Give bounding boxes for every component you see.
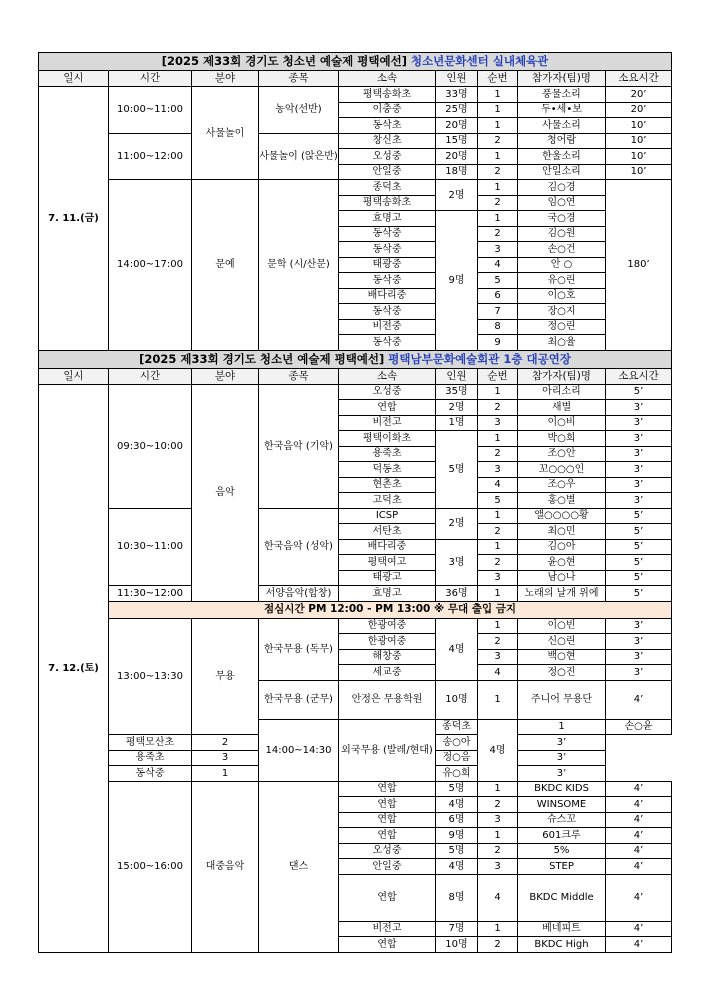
count-cell: 6명 <box>436 812 478 828</box>
time-cell: 14:00~14:30 <box>259 719 339 781</box>
category-cell: 대중음악 <box>192 781 259 952</box>
count-cell: 8명 <box>436 874 478 921</box>
school-cell: 배다리중 <box>339 539 436 555</box>
school-cell: 평택송화초 <box>339 87 436 103</box>
order-cell: 3 <box>192 750 259 766</box>
duration-cell: 3’ <box>606 493 672 509</box>
school-cell: 용죽초 <box>109 750 192 766</box>
order-cell: 1 <box>478 384 518 400</box>
section-heading: [2025 제33회 경기도 청소년 예술제 평택예선] <box>139 351 389 366</box>
order-cell: 2 <box>478 164 518 180</box>
duration-cell: 5’ <box>606 508 672 524</box>
name-cell: 601크루 <box>518 828 606 844</box>
count-cell: 1명 <box>436 415 478 431</box>
school-cell: 평택여고 <box>339 555 436 571</box>
name-cell: BKDC High <box>518 937 606 953</box>
order-cell: 3 <box>478 462 518 478</box>
school-cell: 동삭중 <box>339 335 436 351</box>
count-cell: 2명 <box>436 400 478 416</box>
name-cell: 안일소리 <box>518 164 606 180</box>
order-cell: 1 <box>478 431 518 447</box>
name-cell: 한울소리 <box>518 149 606 165</box>
duration-cell: 3’ <box>606 462 672 478</box>
order-cell: 5 <box>478 493 518 509</box>
order-cell: 1 <box>518 719 606 735</box>
duration-cell: 20’ <box>606 87 672 103</box>
order-cell: 3 <box>478 649 518 665</box>
school-cell: 연합 <box>339 400 436 416</box>
event-cell: 외국무용 (발레/현대) <box>339 719 436 781</box>
name-cell: STEP <box>518 859 606 875</box>
time-cell: 14:00~17:00 <box>109 180 192 351</box>
name-cell: 국○경 <box>518 211 606 227</box>
table-row <box>39 781 672 797</box>
event-cell: 서양음악(합창) <box>259 586 339 602</box>
order-cell: 3 <box>478 812 518 828</box>
school-cell: 비전고 <box>339 415 436 431</box>
school-cell: 한광여중 <box>339 618 436 634</box>
order-cell: 3 <box>478 859 518 875</box>
name-cell: 임○연 <box>518 195 606 211</box>
order-cell: 2 <box>192 735 259 751</box>
duration-cell: 5’ <box>606 555 672 571</box>
name-cell: 이○호 <box>518 288 606 304</box>
name-cell: 청어람 <box>518 133 606 149</box>
duration-cell: 3’ <box>518 735 606 751</box>
column-header: 종목 <box>259 368 339 384</box>
category-cell: 사물놀이 <box>192 87 259 180</box>
name-cell: 정○음 <box>436 750 478 766</box>
name-cell: 노래의 날개 위에 <box>518 586 606 602</box>
order-cell: 1 <box>478 149 518 165</box>
time-cell: 11:30~12:00 <box>109 586 192 602</box>
school-cell: 동삭중 <box>339 304 436 320</box>
duration-cell: 4’ <box>606 843 672 859</box>
event-cell: 한국무용 (군무) <box>259 680 339 719</box>
name-cell: 안 ○ <box>518 257 606 273</box>
table-row <box>39 384 672 400</box>
name-cell: 박○희 <box>518 431 606 447</box>
duration-cell: 5’ <box>606 539 672 555</box>
category-cell: 무용 <box>192 618 259 735</box>
order-cell: 2 <box>478 446 518 462</box>
column-header: 일시 <box>39 71 109 87</box>
order-cell: 9 <box>478 335 518 351</box>
name-cell: 손○윤 <box>606 719 672 735</box>
name-cell: 김○원 <box>518 226 606 242</box>
count-cell: 5명 <box>436 781 478 797</box>
school-cell: 효명고 <box>339 586 436 602</box>
order-cell: 2 <box>478 555 518 571</box>
count-cell: 9명 <box>436 828 478 844</box>
table-row <box>39 71 672 87</box>
order-cell: 1 <box>478 680 518 719</box>
column-header: 소요시간 <box>606 368 672 384</box>
time-cell: 15:00~16:00 <box>109 781 192 952</box>
duration-cell: 3’ <box>606 477 672 493</box>
name-cell: 주니어 무용단 <box>518 680 606 719</box>
duration-cell: 4’ <box>606 828 672 844</box>
name-cell: 손○건 <box>518 242 606 258</box>
order-cell: 2 <box>478 133 518 149</box>
count-cell: 5명 <box>436 431 478 509</box>
order-cell: 3 <box>478 415 518 431</box>
name-cell: 최○민 <box>518 524 606 540</box>
name-cell: 슈스꼬 <box>518 812 606 828</box>
table-row <box>39 508 672 524</box>
school-cell: 평택이화초 <box>339 431 436 447</box>
event-cell: 사물놀이 (앉은반) <box>259 133 339 180</box>
order-cell: 4 <box>478 665 518 681</box>
name-cell: 이○빈 <box>518 618 606 634</box>
count-cell: 10명 <box>436 937 478 953</box>
column-header: 인원 <box>436 71 478 87</box>
school-cell: 서탄초 <box>339 524 436 540</box>
count-cell: 4명 <box>436 618 478 680</box>
duration-cell: 3’ <box>518 766 606 782</box>
table-row <box>39 368 672 384</box>
school-cell: 고덕초 <box>339 493 436 509</box>
school-cell: 안일중 <box>339 859 436 875</box>
count-cell: 35명 <box>436 384 478 400</box>
count-cell: 4명 <box>436 797 478 813</box>
order-cell: 2 <box>478 524 518 540</box>
order-cell: 1 <box>478 118 518 134</box>
school-cell: 효명고 <box>339 211 436 227</box>
duration-cell: 3’ <box>606 634 672 650</box>
order-cell: 4 <box>478 257 518 273</box>
school-cell: 이충중 <box>339 102 436 118</box>
table-row <box>39 53 672 71</box>
duration-cell: 5’ <box>606 524 672 540</box>
order-cell: 1 <box>478 828 518 844</box>
duration-cell: 180’ <box>606 180 672 351</box>
duration-cell: 4’ <box>606 797 672 813</box>
venue-name: 청소년문화센터 실내체육관 <box>410 54 549 68</box>
school-cell: 안정은 무용학원 <box>339 680 436 719</box>
school-cell: 비전중 <box>339 319 436 335</box>
table-row <box>39 618 672 634</box>
name-cell: 정○린 <box>518 319 606 335</box>
category-cell: 음악 <box>192 384 259 601</box>
count-cell: 3명 <box>436 539 478 586</box>
column-header: 참가자(팀)명 <box>518 71 606 87</box>
order-cell: 1 <box>192 766 259 782</box>
lunch-notice: 점심시간 PM 12:00 - PM 13:00 ※ 무대 출입 금지 <box>109 601 672 618</box>
section-title <box>39 350 672 368</box>
duration-cell: 10’ <box>606 118 672 134</box>
venue-name: 평택남부문화예술회관 1층 대공연장 <box>388 351 571 366</box>
order-cell: 2 <box>478 226 518 242</box>
name-cell: 풍물소리 <box>518 87 606 103</box>
name-cell: 베네피트 <box>518 921 606 937</box>
order-cell: 1 <box>478 180 518 196</box>
name-cell: 5% <box>518 843 606 859</box>
duration-cell: 5’ <box>606 570 672 586</box>
duration-cell: 4’ <box>606 680 672 719</box>
table-row <box>39 586 672 602</box>
column-header: 분야 <box>192 368 259 384</box>
order-cell: 1 <box>478 781 518 797</box>
school-cell: 용죽초 <box>339 446 436 462</box>
category-cell: 문예 <box>192 180 259 351</box>
order-cell: 2 <box>478 400 518 416</box>
school-cell: 종덕초 <box>339 180 436 196</box>
school-cell: 안일중 <box>339 164 436 180</box>
duration-cell: 10’ <box>606 164 672 180</box>
time-cell: 11:00~12:00 <box>109 133 192 180</box>
count-cell: 10명 <box>436 680 478 719</box>
column-header: 순번 <box>478 368 518 384</box>
school-cell: 한광여중 <box>339 634 436 650</box>
order-cell: 6 <box>478 288 518 304</box>
name-cell: 조○안 <box>518 446 606 462</box>
name-cell: 홍○별 <box>518 493 606 509</box>
order-cell: 2 <box>478 634 518 650</box>
count-cell: 9명 <box>436 211 478 351</box>
count-cell: 18명 <box>436 164 478 180</box>
name-cell: 김○아 <box>518 539 606 555</box>
duration-cell: 20’ <box>606 102 672 118</box>
column-header: 소속 <box>339 71 436 87</box>
column-header: 종목 <box>259 71 339 87</box>
count-cell: 36명 <box>436 586 478 602</box>
event-cell: 농악(선반) <box>259 87 339 134</box>
name-cell: 꼬○○○인 <box>518 462 606 478</box>
duration-cell: 5’ <box>606 384 672 400</box>
time-cell: 10:00~11:00 <box>109 87 192 134</box>
count-cell: 20명 <box>436 118 478 134</box>
school-cell: 세교중 <box>339 665 436 681</box>
name-cell: 정○진 <box>518 665 606 681</box>
count-cell: 2명 <box>436 508 478 539</box>
school-cell: 연합 <box>339 812 436 828</box>
school-cell: 해창중 <box>339 649 436 665</box>
duration-cell: 4’ <box>606 921 672 937</box>
order-cell: 3 <box>478 570 518 586</box>
school-cell: 동삭중 <box>339 242 436 258</box>
column-header: 순번 <box>478 71 518 87</box>
name-cell: 조○우 <box>518 477 606 493</box>
count-cell: 4명 <box>478 719 518 781</box>
duration-cell: 3’ <box>606 618 672 634</box>
count-cell: 5명 <box>436 843 478 859</box>
name-cell: 신○린 <box>518 634 606 650</box>
order-cell: 3 <box>478 242 518 258</box>
school-cell: 평택송화초 <box>339 195 436 211</box>
column-header: 인원 <box>436 368 478 384</box>
time-cell: 13:00~13:30 <box>109 618 192 735</box>
column-header: 시간 <box>109 71 192 87</box>
school-cell: 연합 <box>339 937 436 953</box>
duration-cell: 4’ <box>606 937 672 953</box>
duration-cell: 3’ <box>606 415 672 431</box>
count-cell: 15명 <box>436 133 478 149</box>
name-cell: 앨○○○○황 <box>518 508 606 524</box>
school-cell: 동삭중 <box>339 226 436 242</box>
count-cell: 2명 <box>436 180 478 211</box>
name-cell: 윤○현 <box>518 555 606 571</box>
school-cell: 현촌초 <box>339 477 436 493</box>
school-cell: 종덕초 <box>436 719 478 735</box>
duration-cell: 3’ <box>606 431 672 447</box>
name-cell: 김○경 <box>518 180 606 196</box>
order-cell: 8 <box>478 319 518 335</box>
name-cell: WINSOME <box>518 797 606 813</box>
name-cell: BKDC Middle <box>518 874 606 921</box>
school-cell: 동삭중 <box>339 273 436 289</box>
duration-cell: 4’ <box>606 859 672 875</box>
school-cell: 연합 <box>339 874 436 921</box>
date-cell: 7. 11.(금) <box>39 87 109 351</box>
name-cell: 사물소리 <box>518 118 606 134</box>
name-cell: 두•세•보 <box>518 102 606 118</box>
order-cell: 1 <box>478 586 518 602</box>
name-cell: 이○비 <box>518 415 606 431</box>
duration-cell: 10’ <box>606 149 672 165</box>
order-cell: 1 <box>478 87 518 103</box>
school-cell: 오성중 <box>339 843 436 859</box>
order-cell: 4 <box>478 874 518 921</box>
school-cell: 동삭초 <box>339 118 436 134</box>
duration-cell: 10’ <box>606 133 672 149</box>
school-cell: 태광고 <box>339 570 436 586</box>
table-row <box>39 180 672 196</box>
time-cell: 09:30~10:00 <box>109 384 192 508</box>
order-cell: 1 <box>478 539 518 555</box>
schedule-table <box>38 52 672 953</box>
school-cell: 창신초 <box>339 133 436 149</box>
time-cell: 10:30~11:00 <box>109 508 192 586</box>
order-cell: 1 <box>478 618 518 634</box>
school-cell: 연합 <box>339 828 436 844</box>
name-cell: 장○지 <box>518 304 606 320</box>
order-cell: 1 <box>478 508 518 524</box>
section-title <box>39 53 672 71</box>
order-cell: 7 <box>478 304 518 320</box>
school-cell: ICSP <box>339 508 436 524</box>
school-cell: 태광중 <box>339 257 436 273</box>
name-cell: BKDC KIDS <box>518 781 606 797</box>
column-header: 참가자(팀)명 <box>518 368 606 384</box>
count-cell: 4명 <box>436 859 478 875</box>
duration-cell: 5’ <box>606 586 672 602</box>
order-cell: 2 <box>478 843 518 859</box>
school-cell: 비전고 <box>339 921 436 937</box>
duration-cell: 3’ <box>606 446 672 462</box>
name-cell: 유○희 <box>436 766 478 782</box>
column-header: 소요시간 <box>606 71 672 87</box>
event-cell: 한국음악 (성악) <box>259 508 339 586</box>
duration-cell: 3’ <box>606 665 672 681</box>
count-cell: 33명 <box>436 87 478 103</box>
school-cell: 연합 <box>339 781 436 797</box>
duration-cell: 4’ <box>606 874 672 921</box>
order-cell: 2 <box>478 937 518 953</box>
column-header: 일시 <box>39 368 109 384</box>
school-cell: 오성중 <box>339 149 436 165</box>
name-cell: 남○나 <box>518 570 606 586</box>
name-cell: 백○현 <box>518 649 606 665</box>
school-cell: 오성중 <box>339 384 436 400</box>
duration-cell: 3’ <box>606 400 672 416</box>
table-row <box>39 350 672 368</box>
name-cell: 새별 <box>518 400 606 416</box>
count-cell: 25명 <box>436 102 478 118</box>
order-cell: 2 <box>478 797 518 813</box>
event-cell: 한국음악 (기악) <box>259 384 339 508</box>
school-cell: 동삭중 <box>109 766 192 782</box>
order-cell: 5 <box>478 273 518 289</box>
name-cell: 유○린 <box>518 273 606 289</box>
name-cell: 아리소리 <box>518 384 606 400</box>
order-cell: 1 <box>478 921 518 937</box>
duration-cell: 4’ <box>606 781 672 797</box>
duration-cell: 3’ <box>518 750 606 766</box>
date-cell: 7. 12.(토) <box>39 384 109 952</box>
name-cell: 송○아 <box>436 735 478 751</box>
column-header: 소속 <box>339 368 436 384</box>
order-cell: 2 <box>478 195 518 211</box>
order-cell: 1 <box>478 102 518 118</box>
event-cell: 한국무용 (독무) <box>259 618 339 680</box>
column-header: 분야 <box>192 71 259 87</box>
table-row <box>39 601 672 618</box>
order-cell: 1 <box>478 211 518 227</box>
school-cell: 배다리중 <box>339 288 436 304</box>
table-row <box>39 87 672 103</box>
duration-cell: 3’ <box>606 649 672 665</box>
school-cell: 평택모산초 <box>109 735 192 751</box>
school-cell: 덕동초 <box>339 462 436 478</box>
event-cell: 댄스 <box>259 781 339 952</box>
name-cell: 최○율 <box>518 335 606 351</box>
order-cell: 4 <box>478 477 518 493</box>
table-row <box>39 133 672 149</box>
count-cell: 7명 <box>436 921 478 937</box>
column-header: 시간 <box>109 368 192 384</box>
event-cell: 문학 (시/산문) <box>259 180 339 351</box>
section-heading: [2025 제33회 경기도 청소년 예술제 평택예선] <box>161 54 411 68</box>
school-cell: 연합 <box>339 797 436 813</box>
count-cell: 20명 <box>436 149 478 165</box>
duration-cell: 4’ <box>606 812 672 828</box>
